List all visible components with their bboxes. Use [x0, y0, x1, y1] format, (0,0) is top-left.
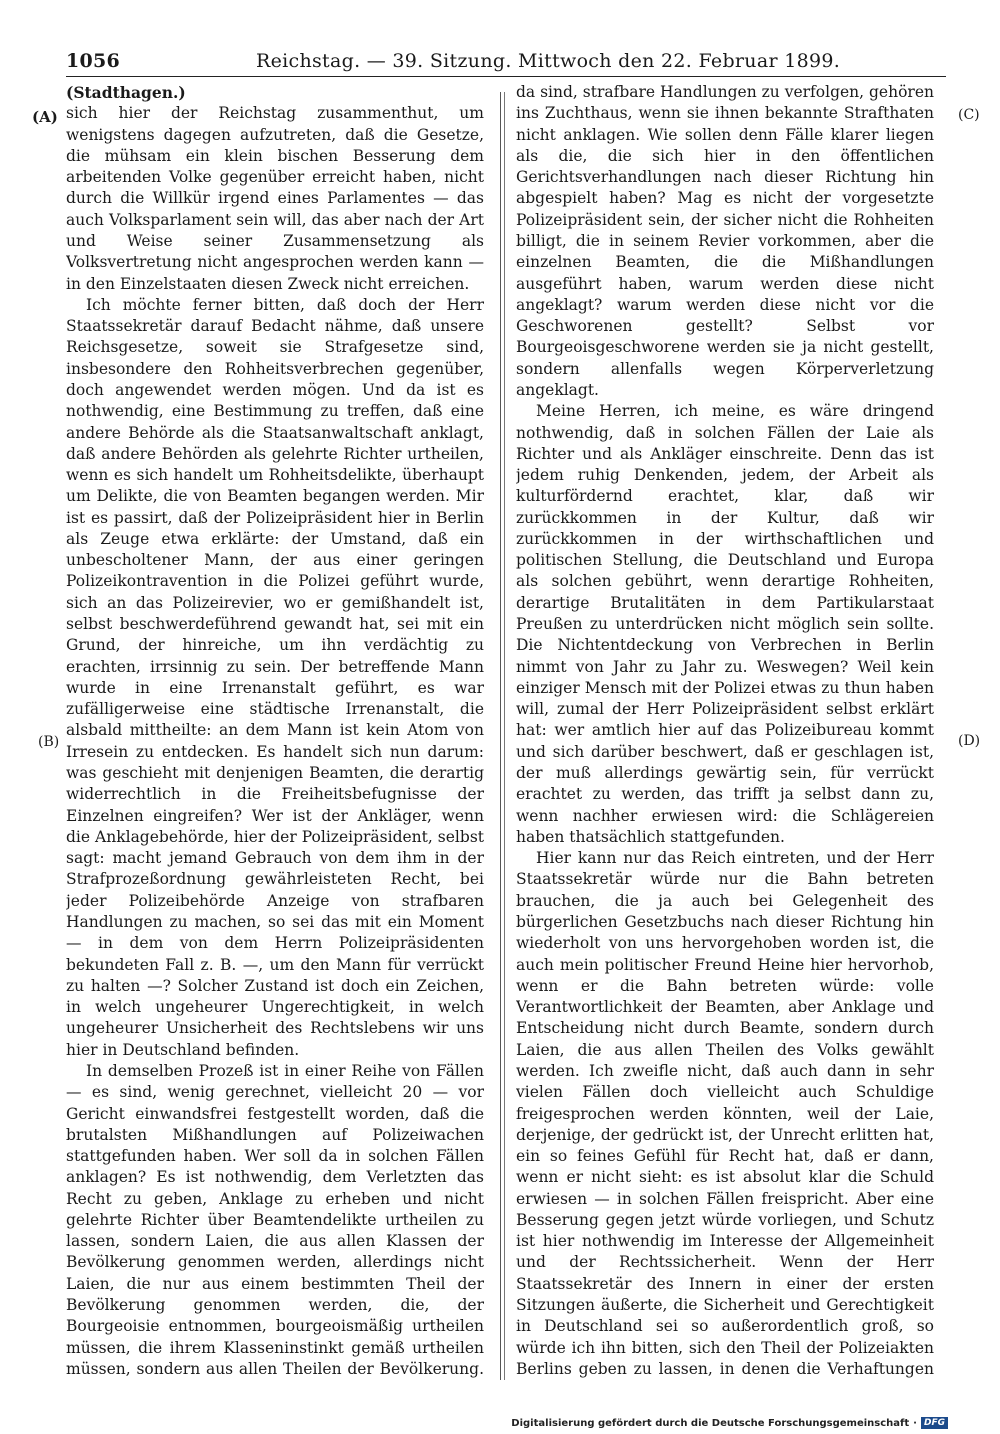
- left-column: [66, 82, 484, 1382]
- paragraph: da sind, strafbare Handlungen zu verfolgen, gehören ins Zuchthaus, wenn sie ihnen bekannte Strafthaten nicht anklagen. Wie sollen denn Fälle klarer liegen als die, die sich hier in den öffentlichen Gerichtsverhandlungen nach dieser Richtung hin abgespielt haben? Mag es nicht der vorgesetzte Polizeipräsident sein, der sicher nicht die Rohheiten billigt, die in seinem Revier vorkommen, aber die einzelnen Beamten, die die Mißhandlungen ausgeführt haben, warum werden diese nicht angeklagt? warum werden diese nicht vor die Geschworenen gestellt? Selbst vor Bourgeoisgeschworene werden sie ja nicht gestellt, sondern allenfalls wegen Körperverletzung angeklagt.: [516, 83, 934, 399]
- margin-mark-d: (D): [958, 733, 981, 749]
- column-divider: [500, 92, 501, 1380]
- dfg-logo-icon: DFG: [921, 1417, 948, 1429]
- margin-mark-a: (A): [32, 108, 58, 126]
- paragraph: Meine Herren, ich meine, es wäre dringend nothwendig, daß in solchen Fällen der Laie als Richter und als Ankläger einschreite. Denn das ist jedem ruhig Denkenden, jedem, der Arbeit als kulturfördernd erachtet, klar, daß wir zurückkommen in der Kultur, daß wir zurückkommen in der wirthschaftlichen und politischen Stellung, die Deutschland und Europa als solchen gebührt, wenn derartige Rohheiten, derartige Brutalitäten in dem Partikularstaat Preußen zu unterdrücken nicht möglich sein sollte. Die Nichtentdeckung von Verbrechen in Berlin nimmt von Jahr zu Jahr zu. Weswegen? Weil kein einziger Mensch mit der Polizei etwas zu thun haben will, zumal der Herr Polizeipräsident selbst erklärt hat: wer amtlich hier auf das Polizeibureau kommt und sich darüber beschwert, daß er geschlagen ist, der muß allerdings gewärtig sein, für verrückt erachtet zu werden, das trifft ja selbst dann zu, wenn nachher erwiesen wird: die Schlägereien haben thatsächlich stattgefunden.: [516, 402, 934, 846]
- paragraph: Ich möchte ferner bitten, daß doch der Herr Staatssekretär darauf Bedacht nähme, daß unsere Reichsgesetze, soweit sie Strafgesetze sind, insbesondere den Rohheitsverbrechen gegenüber, doch angewendet werden mögen. Und da ist es nothwendig, eine Bestimmung zu treffen, daß eine andere Behörde als die Staatsanwaltschaft anklagt, daß andere Behörden als gelehrte Richter urtheilen, wenn es sich handelt um Rohheitsdelikte, überhaupt um Delikte, die von Beamten begangen werden. Mir ist es passirt, daß der Polizeipräsident hier in Berlin als Zeuge etwa erklärte: der Umstand, daß ein unbescholtener Mann, der aus einer geringen Polizeikontravention in die Polizei geführt wurde, sich an das Polizeirevier, wo er gemißhandelt ist, selbst beschwerdeführend gewandt hat, sei mit ein Grund, der hinreiche, um ihn verdächtig zu erachten, irrsinnig zu sein. Der betreffende Mann wurde in eine Irrenanstalt geführt, es war zufälligerweise eine städtische Irrenanstalt, die alsbald mittheilte: an dem Mann ist kein Atom von Irresein zu entdecken. Es handelt sich nun darum: was geschieht mit denjenigen Beamten, die derartig widerrechtlich in die Freiheitsbefugnisse der Einzelnen eingreifen? Wer ist der Ankläger, wenn die Anklagebehörde, hier der Polizeipräsident, selbst sagt: macht jemand Gebrauch von dem ihm in der Strafprozeßordnung gewährleisteten Recht, bei jeder Polizeibehörde Anzeige von strafbaren Handlungen zu machen, so sei das mit ein Moment — in dem von dem Herrn Polizeipräsidenten bekundeten Fall z. B. —, um den Mann für verrückt zu halten —? Solcher Zustand ist doch ein Zeichen, in welch ungeheurer Ungerechtigkeit, in welch ungeheurer Unsicherheit des Rechtslebens wir uns hier in Deutschland befinden.: [66, 295, 484, 1059]
- paragraph: In demselben Prozeß ist in einer Reihe von Fällen — es sind, wenig gerechnet, vielleicht 20 — vor Gericht einwandsfrei festgestellt worden, daß die brutalsten Mißhandlungen auf Polizeiwachen stattgefunden haben. Wer soll da in solchen Fällen anklagen? Es ist nothwendig, dem Verletzten das Recht zu geben, Anklage zu erheben und nicht gelehrte Richter über Beamtendelikte urtheilen zu lassen, sondern Laien, die aus allen Klassen der Bevölkerung genommen werden, allerdings nicht Laien, die nur aus einem bestimmten Theil der Bevölkerung genommen werden, die, der Bourgeoisie entnommen, bourgeoismäßig urtheilen müssen, die ihrem Klasseninstinkt gemäß urtheilen müssen, sondern aus allen Theilen der Bevölkerung.: [66, 1061, 484, 1378]
- page-header: [66, 48, 944, 76]
- digitization-credit: Digitalisierung gefördert durch die Deutsche Forschungsgemeinschaft · DFG: [511, 1417, 948, 1429]
- paragraph: sich hier der Reichstag zusammenthut, um wenigstens dagegen aufzutreten, daß die Gesetze, die mühsam ein klein bischen Besserung dem arbeitenden Volke gegenüber erreicht haben, nicht durch die Willkür irgend eines Parlamentes — das auch Volksparlament sein will, das aber nach der Art und Weise seiner Zusammensetzung als Volksvertretung nicht angesprochen werden kann — in den Einzelstaaten diesen Zweck nicht erreichen.: [66, 104, 484, 293]
- margin-mark-b: (B): [38, 734, 60, 750]
- running-title: Reichstag. — 39. Sitzung. Mittwoch den 22. Februar 1899.: [256, 50, 841, 72]
- margin-mark-c: (C): [958, 107, 980, 123]
- right-column: [516, 82, 934, 1382]
- credit-text: Digitalisierung gefördert durch die Deutsche Forschungsgemeinschaft: [511, 1417, 910, 1429]
- header-rule: [66, 76, 946, 77]
- paragraph: Hier kann nur das Reich eintreten, und der Herr Staatssekretär würde nur die Bahn betreten brauchen, die ja auch bei Gelegenheit des bürgerlichen Gesetzbuchs nach dieser Richtung hin wiederholt von uns hervorgehoben worden ist, die auch mein politischer Freund Heine hier hervorhob, wenn er die Bahn betreten würde: volle Verantwortlichkeit der Beamten, aber Anklage und Entscheidung nicht durch Beamte, sondern durch Laien, die aus allen Theilen des Volks gewählt werden. Ich zweifle nicht, daß auch dann in sehr vielen Fällen doch vielleicht auch Schuldige freigesprochen werden könnten, weil der Laie, derjenige, der gedrückt ist, der Unrecht erlitten hat, ein so feines Gefühl für Recht hat, daß er dann, wenn er nicht sieht: es ist absolut klar die Schuld erwiesen — in solchen Fällen freispricht. Aber eine Besserung gegen jetzt würde vorliegen, und Schutz ist hier nothwendig im Interesse der Allgemeinheit und der Rechtssicherheit. Wenn der Herr Staatssekretär des Innern in einer der ersten Sitzungen äußerte, die Sicherheit und Gerechtigkeit in Deutschland sei so außerordentlich groß, so würde ich ihn bitten, sich den Theil der Polizeiakten Berlins geben zu lassen, in denen die Verhaftungen: [516, 849, 934, 1378]
- page-number: 1056: [66, 50, 121, 72]
- speaker-label: (Stadthagen.): [66, 83, 186, 102]
- column-divider: [504, 92, 505, 1380]
